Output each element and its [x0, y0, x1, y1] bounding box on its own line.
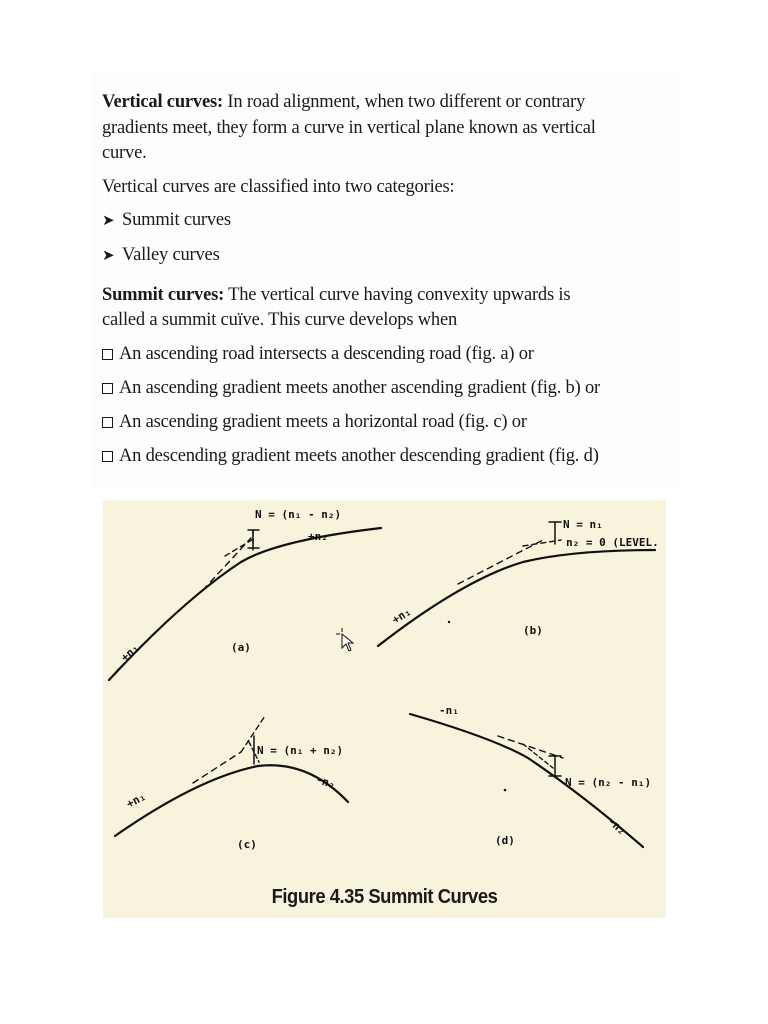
term-summit-curves: Summit curves:: [102, 285, 225, 305]
condition-text: An descending gradient meets another descending gradient (fig. d): [119, 446, 599, 466]
deviation-label: N = (n₁ - n₂): [255, 508, 342, 521]
summit-curves-figure: [103, 500, 666, 918]
intro-line-2: gradients meet, they form a curve in vertical plane known as vertical: [102, 118, 596, 138]
summit-line-1: [102, 284, 570, 306]
panel-label: (a): [231, 641, 251, 654]
summit-line-2: called a summit cuїve. This curve develops when: [102, 310, 458, 330]
cursor-icon: [336, 628, 353, 651]
list-item-valley: [102, 244, 220, 267]
panel-label: (c): [237, 838, 257, 851]
tangent-extension: [203, 538, 251, 590]
tangent-extension: [225, 530, 255, 556]
grade-label: n₂ = 0 (LEVEL.: [566, 536, 659, 549]
grade-label: -n₁: [439, 704, 459, 717]
figure-caption: Figure 4.35 Summit Curves: [271, 886, 498, 908]
list-item-label: Summit curves: [122, 210, 231, 230]
grade-label: +n₁: [389, 604, 414, 627]
condition-item: [102, 343, 534, 365]
checkbox-icon: [102, 383, 113, 394]
checkbox-icon: [102, 349, 113, 360]
curve-line: [378, 550, 655, 646]
grade-label: +n₁: [124, 789, 148, 811]
condition-text: An ascending gradient meets another ascending gradient (fig. b) or: [119, 378, 600, 398]
panel-label: (b): [523, 624, 543, 637]
term-vertical-curves: Vertical curves:: [102, 92, 223, 112]
panel-a: [109, 528, 381, 680]
condition-item: [102, 445, 599, 467]
intro-text-1: In road alignment, when two different or contrary: [222, 92, 586, 112]
intro-line-1: [102, 91, 585, 113]
condition-text: An ascending gradient meets a horizontal road (fig. c) or: [119, 412, 527, 432]
arrowhead-bullet-icon: ➤: [102, 248, 115, 264]
condition-item: [102, 377, 600, 399]
grade-label: +n₁: [118, 641, 142, 665]
tangent-extension: [458, 540, 543, 584]
panel-label: (d): [495, 834, 515, 847]
figure-drawing: [103, 500, 666, 918]
grade-label: +n₂: [308, 530, 328, 543]
checkbox-icon: [102, 451, 113, 462]
deviation-label: N = n₁: [563, 518, 603, 531]
summit-text-1: The vertical curve having convexity upwards is: [224, 285, 571, 305]
condition-text: An ascending road intersects a descending road (fig. a) or: [119, 344, 534, 364]
list-item-summit: [102, 209, 231, 232]
curve-line: [115, 765, 348, 836]
classification-heading: Vertical curves are classified into two categories:: [102, 177, 455, 197]
checkbox-icon: [102, 417, 113, 428]
arrowhead-bullet-icon: ➤: [102, 213, 115, 229]
speck: [448, 621, 450, 623]
grade-label: -n₂: [604, 814, 629, 838]
condition-item: [102, 411, 527, 433]
deviation-label: N = (n₂ - n₁): [565, 776, 652, 789]
panel-c: [115, 716, 348, 836]
list-item-label: Valley curves: [122, 245, 220, 265]
speck: [504, 789, 507, 792]
deviation-label: N = (n₁ + n₂): [257, 744, 344, 757]
grade-label: -n₂: [313, 772, 338, 792]
intro-line-3: curve.: [102, 143, 147, 163]
